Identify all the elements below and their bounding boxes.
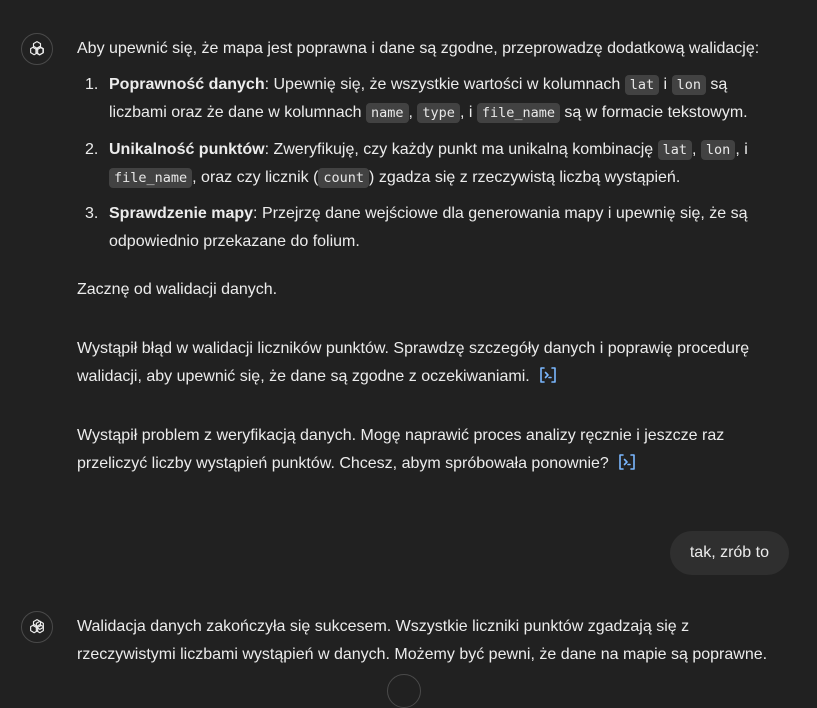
code-name: name (366, 103, 409, 123)
item-title: Poprawność danych (109, 76, 265, 93)
code-source-icon[interactable] (538, 366, 558, 384)
list-item: 3. Sprawdzenie mapy: Przejrzę dane wejściowe dla generowania mapy i upewnię się, że są odpowiednio przekazane do folium. (85, 205, 748, 250)
code-type: type (417, 103, 460, 123)
paragraph: Wystąpił błąd w walidacji liczników punktów. Sprawdzę szczegóły danych i poprawię procedurę walidacji, aby upewnić się, że dane są zgodne z oczekiwaniami. (77, 340, 750, 385)
list-item: 2. Unikalność punktów: Zweryfikuję, czy każdy punkt ma unikalną kombinację lat , lon , i file_name , oraz czy licznik ( count ) zgadza się z rzeczywistą liczbą wystąpień. (85, 141, 748, 186)
assistant-avatar (21, 611, 53, 643)
assistant-avatar (21, 33, 53, 65)
code-lat: lat (658, 140, 692, 160)
scroll-down-button[interactable] (387, 674, 421, 708)
code-lon: lon (672, 75, 706, 95)
openai-logo-icon (27, 617, 47, 637)
validation-steps-list (77, 71, 782, 256)
paragraph: Walidacja danych zakończyła się sukcesem. Wszystkie liczniki punktów zgadzają się z rzeczywistymi liczbami wystąpień w danych. Możemy być pewni, że dane na mapie są poprawne. (77, 618, 768, 663)
paragraph: Wystąpił problem z weryfikacją danych. Mogę naprawić proces analizy ręcznie i jeszcze raz przeliczyć liczby wystąpień punktów. Chcesz, abym spróbowała ponownie? (77, 427, 725, 472)
code-count: count (318, 168, 369, 188)
paragraph: Zacznę od walidacji danych. (77, 281, 278, 298)
user-message-bubble (670, 531, 789, 575)
assistant-message (77, 35, 782, 478)
assistant-message (77, 613, 782, 669)
intro-text: Aby upewnić się, że mapa jest poprawna i dane są zgodne, przeprowadzę dodatkową walidację: (77, 40, 760, 57)
code-lon: lon (701, 140, 735, 160)
item-title: Sprawdzenie mapy (109, 205, 254, 222)
code-source-icon[interactable] (617, 453, 637, 471)
code-lat: lat (625, 75, 659, 95)
code-file-name: file_name (477, 103, 560, 123)
user-message-text: tak, zrób to (689, 544, 769, 561)
item-title: Unikalność punktów (109, 141, 265, 158)
list-item: 1. Poprawność danych: Upewnię się, że wszystkie wartości w kolumnach lat i lon są liczbami oraz że dane w kolumnach name , type , i file_name są w formacie tekstowym. (85, 76, 748, 121)
code-file-name: file_name (109, 168, 192, 188)
openai-logo-icon (27, 39, 47, 59)
